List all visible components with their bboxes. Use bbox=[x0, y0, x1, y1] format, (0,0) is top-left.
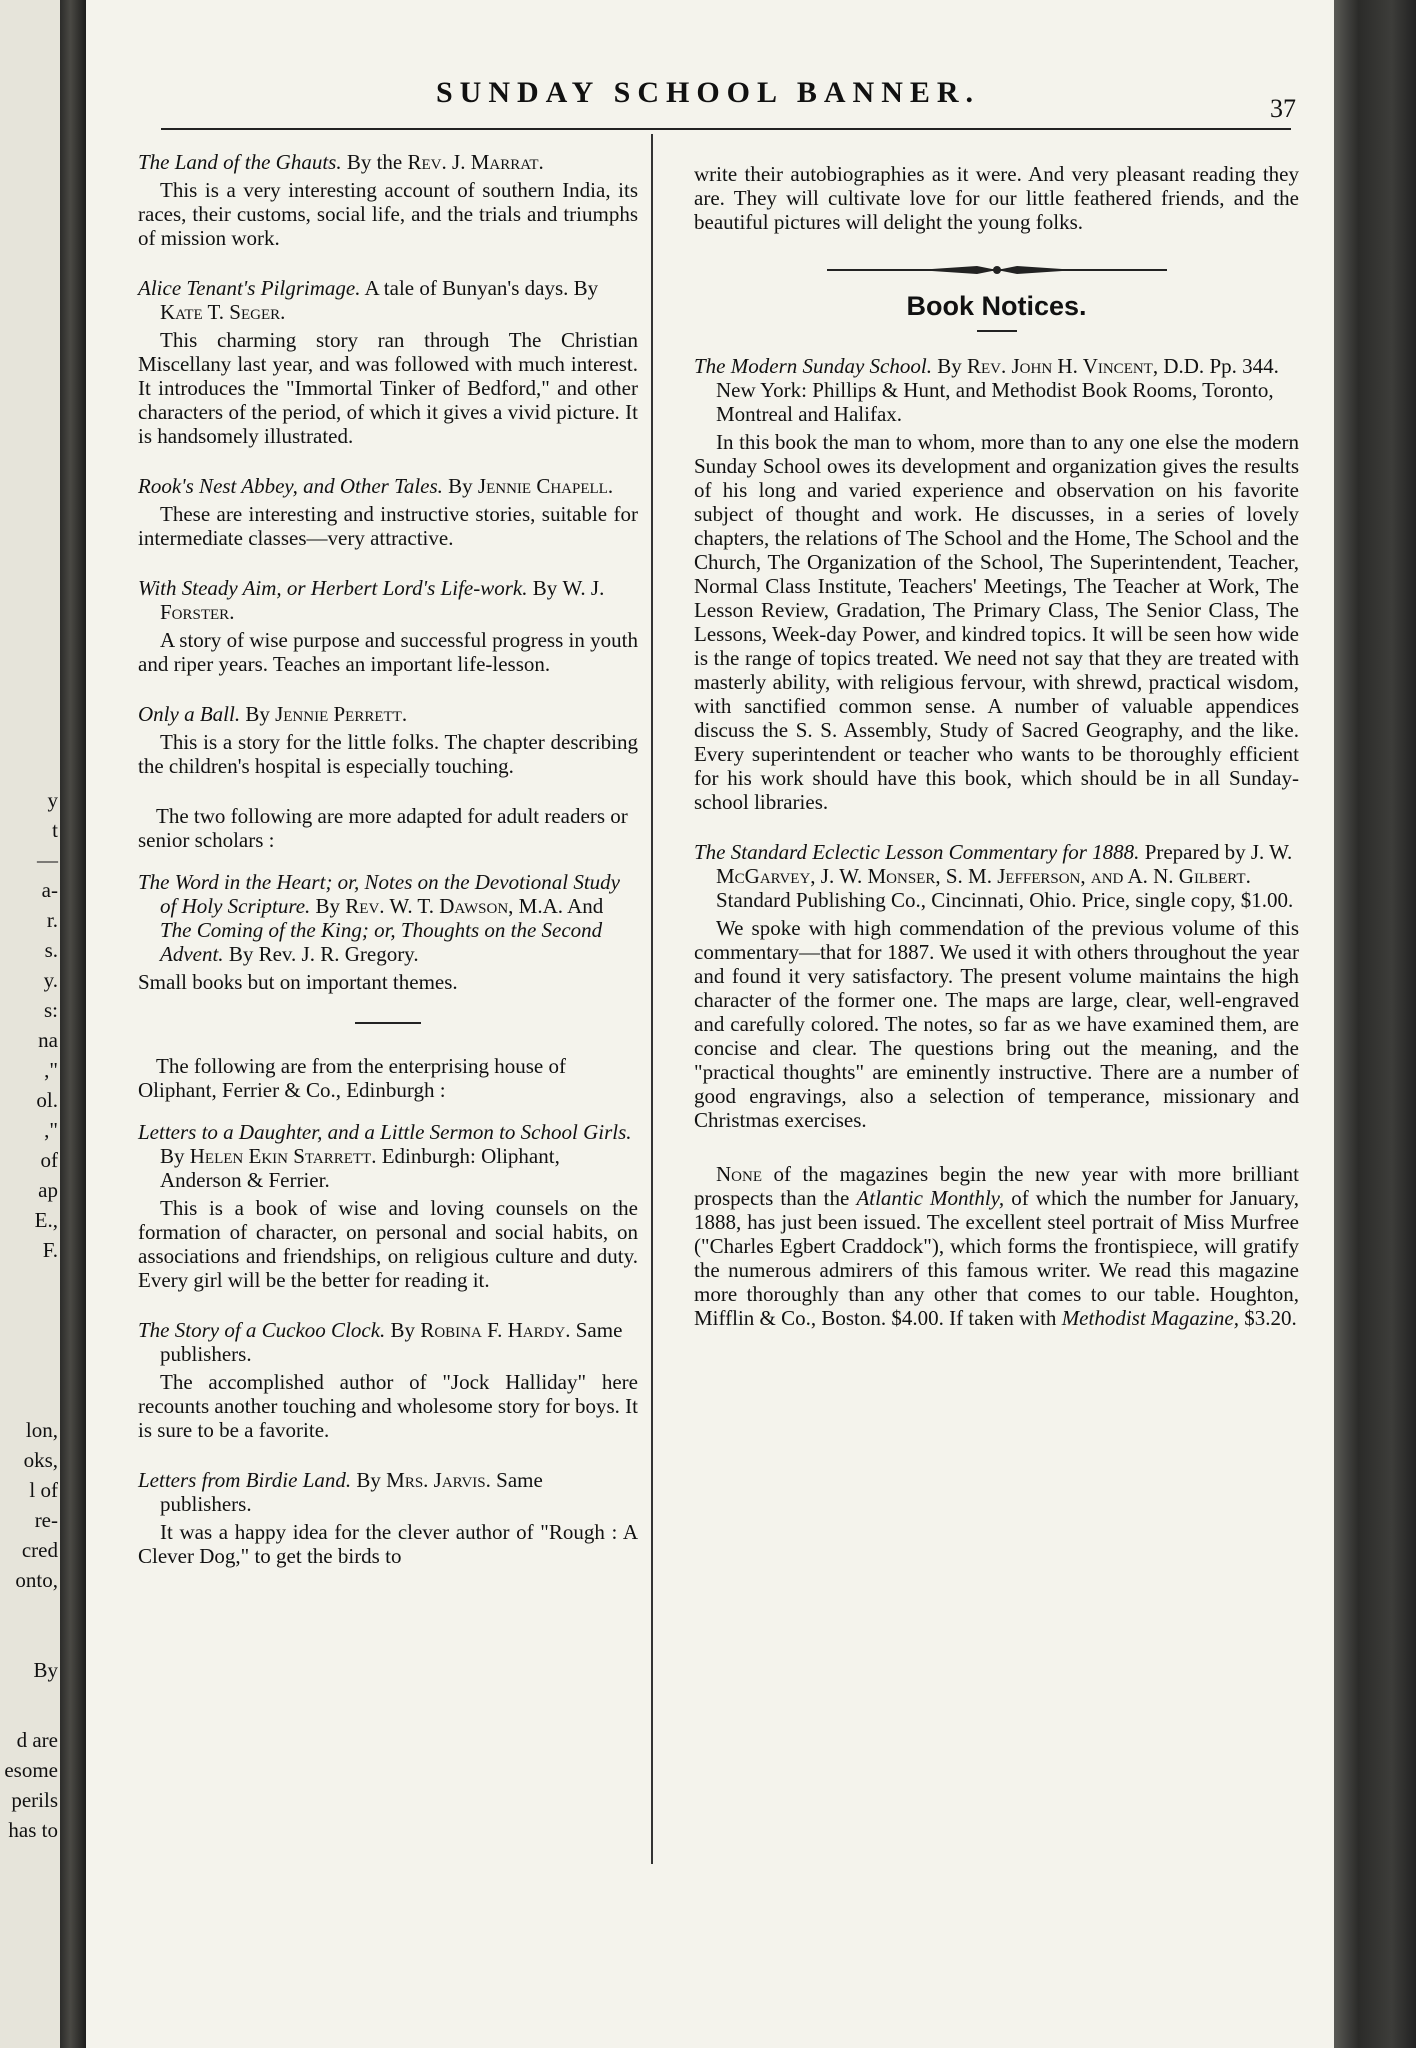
book-title: The Land of the Ghauts. bbox=[138, 150, 342, 174]
by-text: By bbox=[532, 576, 558, 600]
by-text: By bbox=[160, 1144, 185, 1168]
by-text: By bbox=[448, 474, 473, 498]
book-entry bbox=[138, 1318, 638, 1442]
entry-heading bbox=[138, 702, 638, 726]
previous-page-fragment: t bbox=[52, 818, 58, 842]
running-header bbox=[146, 64, 1296, 124]
page-number: 37 bbox=[1270, 94, 1296, 123]
previous-page-fragment: esome bbox=[4, 1758, 58, 1782]
magazine-title-atlantic: Atlantic Monthly, bbox=[856, 1186, 1005, 1210]
entry-heading bbox=[138, 870, 638, 966]
book-author: W. J. Forster. bbox=[160, 576, 605, 624]
previous-page-edge bbox=[0, 0, 60, 2048]
previous-page-fragment: perils bbox=[11, 1788, 58, 1812]
heading-rule bbox=[977, 330, 1017, 332]
book-entry bbox=[138, 1120, 638, 1292]
book-title: Letters from Birdie Land. bbox=[138, 1468, 352, 1492]
book-author: Mrs. Jarvis. bbox=[386, 1468, 491, 1492]
book-title: With Steady Aim, or Herbert Lord's Life-work. bbox=[138, 576, 528, 600]
by-text: By bbox=[390, 1318, 416, 1342]
entry-heading bbox=[694, 840, 1299, 912]
entry-heading bbox=[138, 1318, 638, 1366]
book-entry bbox=[138, 870, 638, 994]
book-entry bbox=[694, 354, 1299, 814]
page-edge-right bbox=[1334, 0, 1416, 2048]
book-title: Alice Tenant's Pilgrimage. bbox=[138, 276, 361, 300]
by-text: By bbox=[356, 1468, 381, 1492]
book-title: The Story of a Cuckoo Clock. bbox=[138, 1318, 386, 1342]
publisher-info: Edinburgh: Oliphant, Anderson & Ferrier. bbox=[160, 1144, 560, 1192]
book-description: A story of wise purpose and successful progress in youth and riper years. Teaches an important life-lesson. bbox=[138, 628, 638, 676]
book-description: The accomplished author of "Jock Halliday" here recounts another touching and wholesome story for boys. It is sure to be a favorite. bbox=[138, 1370, 638, 1442]
entry-heading bbox=[694, 354, 1299, 426]
magazine-lead: None bbox=[716, 1162, 762, 1186]
by-text: By bbox=[937, 354, 962, 378]
book-author: Helen Ekin Starrett. bbox=[189, 1144, 377, 1168]
publisher-intro: The following are from the enterprising house of Oliphant, Ferrier & Co., Edinburgh : bbox=[138, 1054, 566, 1102]
book-entry bbox=[138, 702, 638, 778]
previous-page-fragment: ," bbox=[44, 1058, 58, 1082]
book-author: Rev. John H. Vincent, D.D. bbox=[966, 354, 1205, 378]
magazine-title-methodist: Methodist Magazine, bbox=[1061, 1306, 1239, 1330]
previous-page-fragment: ap bbox=[38, 1178, 58, 1202]
ornament-divider bbox=[827, 262, 1167, 278]
entry-heading bbox=[138, 576, 638, 624]
book-author: Kate T. Seger. bbox=[160, 300, 286, 324]
book-entry bbox=[138, 576, 638, 676]
entry-heading bbox=[138, 1468, 638, 1516]
prepared-by-text: Prepared by bbox=[1144, 840, 1246, 864]
book-description: Small books but on important themes. bbox=[138, 970, 458, 994]
book-entry bbox=[138, 150, 638, 250]
running-title: SUNDAY SCHOOL BANNER. bbox=[436, 76, 981, 109]
previous-page-fragment: oks, bbox=[23, 1448, 58, 1472]
book-description: In this book the man to whom, more than to any one else the modern Sunday School owes its development and organization gives the results of his long and varied experience and observation on his favorite subject of thought and work. He discusses, in a series of lovely chapters, the relations of The School and the Home, The School and the Church, The Organization of the School, The Superintendent, Teacher, Normal Class Institute, Teachers' Meetings, The Teacher at Work, The Lesson Review, Gradation, The Primary Class, The Senior Class, The Lessons, Week-day Power, and kindred topics. It will be seen how wide is the range of topics treated. We need not say that they are treated with masterly ability, with religious fervour, with shrewd, practical wisdom, with sanctified common sense. A number of valuable appendices discuss the S. S. Assembly, Study of Sacred Geography, and the like. Every superintendent or teacher who wants to be thoroughly efficient for his work should have this book, which should be in all Sunday-school libraries. bbox=[694, 430, 1299, 814]
book-title: The Word in the Heart; or, Notes on the Devotional Study of Holy Scripture. bbox=[138, 870, 620, 918]
book-description: It was a happy idea for the clever author of "Rough : A Clever Dog," to get the birds to bbox=[138, 1520, 638, 1568]
entry-heading bbox=[138, 276, 638, 324]
previous-page-fragment: has to bbox=[8, 1818, 58, 1842]
book-entry bbox=[138, 1468, 638, 1568]
magazine-text-a: of the magazines begin the new year with more brilliant prospects than the bbox=[694, 1162, 1299, 1210]
previous-page-fragment: onto, bbox=[15, 1568, 58, 1592]
previous-page-fragment: By bbox=[33, 1658, 58, 1682]
magazine-text-b: of which the number for January, 1888, has just been issued. The excellent steel portrait of Miss Murfree ("Charles Egbert Craddock"), which forms the frontispiece, will gratify the numerous admirers of this famous writer. We read this magazine more thoroughly than any other that comes to our table. Houghton, Mifflin & Co., Boston. $4.00. If taken with bbox=[694, 1186, 1300, 1330]
publisher-info: Standard Publishing Co., Cincinnati, Ohio. Price, single copy, $1.00. bbox=[716, 888, 1294, 912]
book-entry bbox=[694, 840, 1299, 1132]
magazine-notice bbox=[694, 1162, 1299, 1330]
book-title: Rook's Nest Abbey, and Other Tales. bbox=[138, 474, 443, 498]
previous-page-fragment: y bbox=[47, 788, 58, 812]
book-title: The Modern Sunday School. bbox=[694, 354, 932, 378]
by-text: By the bbox=[346, 150, 403, 174]
previous-page-fragment: re- bbox=[34, 1508, 58, 1532]
previous-page-fragment: l of bbox=[29, 1478, 58, 1502]
previous-page-fragment: ol. bbox=[36, 1088, 58, 1112]
by-text: By bbox=[315, 894, 341, 918]
entry-heading bbox=[138, 1120, 638, 1192]
book-title: Only a Ball. bbox=[138, 702, 241, 726]
page bbox=[86, 0, 1334, 2048]
book-title-second: The Coming of the King; or, Thoughts on the Second Advent. bbox=[160, 918, 603, 966]
book-description: This is a very interesting account of southern India, its races, their customs, social life, and the trials and triumphs of mission work. bbox=[138, 178, 638, 250]
previous-page-fragment: cred bbox=[21, 1538, 58, 1562]
previous-page-fragment: d are bbox=[16, 1728, 58, 1752]
book-author: Jennie Chapell. bbox=[477, 474, 614, 498]
second-author: By Rev. J. R. Gregory. bbox=[228, 942, 419, 966]
publisher-info: Same publishers. bbox=[160, 1318, 623, 1366]
header-rule bbox=[161, 128, 1291, 130]
previous-page-fragment: s: bbox=[43, 998, 58, 1022]
previous-page-fragment: ," bbox=[44, 1118, 58, 1142]
by-text: By bbox=[245, 702, 270, 726]
previous-page-fragment: r. bbox=[46, 908, 58, 932]
book-author: Robina F. Hardy. bbox=[420, 1318, 571, 1342]
by-text: A tale of Bunyan's days. By bbox=[364, 276, 599, 300]
book-description: We spoke with high commendation of the previous volume of this commentary—that for 1887. We used it with others throughout the year and found it very satisfactory. The present volume maintains the high character of the former one. The maps are large, clear, well-engraved and carefully colored. The notes, so far as we have examined them, are concise and clear. The questions bring out the meaning, and the "practical thoughts" are eminently instructive. There are a number of good engravings, also a selection of temperance, missionary and Christmas exercises. bbox=[694, 916, 1299, 1132]
previous-page-fragment: — bbox=[37, 848, 58, 872]
publisher-info: Same publishers. bbox=[160, 1468, 543, 1516]
book-description: This is a book of wise and loving counsels on the formation of character, on personal and social habits, on associations and friendships, on religious culture and duty. Every girl will be the better for reading it. bbox=[138, 1196, 638, 1292]
previous-page-fragment: s. bbox=[44, 938, 58, 962]
book-entry bbox=[138, 276, 638, 448]
previous-page-fragment: a- bbox=[41, 878, 58, 902]
entry-heading bbox=[138, 150, 638, 174]
book-description: This is a story for the little folks. The chapter describing the children's hospital is especially touching. bbox=[138, 730, 638, 778]
book-title: Letters to a Daughter, and a Little Sermon to School Girls. bbox=[138, 1120, 632, 1144]
adult-readers-intro: The two following are more adapted for adult readers or senior scholars : bbox=[138, 804, 628, 852]
book-description: These are interesting and instructive stories, suitable for intermediate classes—very attractive. bbox=[138, 502, 638, 550]
section-divider bbox=[355, 1022, 421, 1024]
book-author: Rev. J. Marrat. bbox=[407, 150, 544, 174]
left-column bbox=[138, 150, 638, 1594]
previous-page-fragment: F. bbox=[42, 1238, 58, 1262]
page-gutter bbox=[60, 0, 86, 2048]
previous-page-fragment: E., bbox=[34, 1208, 58, 1232]
book-author: J. W. McGarvey, J. W. Monser, S. M. Jefferson, and A. N. Gilbert. bbox=[716, 840, 1293, 888]
magazine-price: $3.20. bbox=[1244, 1306, 1297, 1330]
entry-heading bbox=[138, 474, 638, 498]
continued-text: write their autobiographies as it were. And very pleasant reading they are. They will cultivate love for our little feathered friends, and the beautiful pictures will delight the young folks. bbox=[694, 162, 1299, 234]
book-author: Rev. W. T. Dawson, M.A. bbox=[345, 894, 564, 918]
book-title: The Standard Eclectic Lesson Commentary for 1888. bbox=[694, 840, 1140, 864]
previous-page-fragment: lon, bbox=[25, 1418, 58, 1442]
previous-page-fragment: of bbox=[40, 1148, 58, 1172]
and-text: And bbox=[567, 894, 604, 918]
section-heading: Book Notices. bbox=[906, 291, 1087, 321]
book-author: Jennie Perrett. bbox=[275, 702, 408, 726]
previous-page-fragment: y. bbox=[43, 968, 58, 992]
right-column bbox=[694, 162, 1299, 1330]
previous-page-fragment: na bbox=[38, 1028, 58, 1052]
column-rule bbox=[651, 134, 653, 1864]
book-entry bbox=[138, 474, 638, 550]
publisher-info: Pp. 344. New York: Phillips & Hunt, and Methodist Book Rooms, Toronto, Montreal and Halifax. bbox=[716, 354, 1279, 426]
book-description: This charming story ran through The Christian Miscellany last year, and was followed with much interest. It introduces the "Immortal Tinker of Bedford," and other characters of the period, of which it gives a vivid picture. It is handsomely illustrated. bbox=[138, 328, 638, 448]
